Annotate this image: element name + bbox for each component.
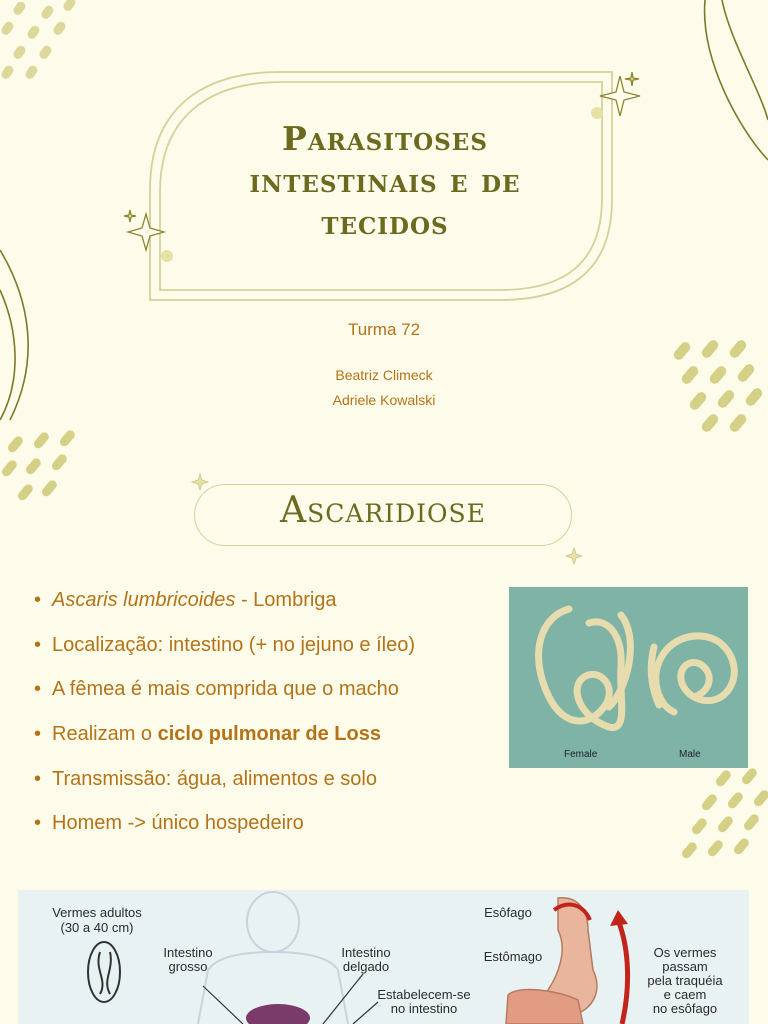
class-label: Turma 72 [347, 320, 421, 339]
label-line: Intestino [163, 945, 213, 960]
bullet-icon: • [34, 633, 42, 656]
bullet-icon: • [34, 723, 42, 746]
adult-worms-label: Vermes adultos [52, 905, 142, 920]
list-item [34, 673, 415, 718]
dots-right-lower [680, 767, 768, 861]
bullet-list [34, 584, 415, 852]
title-line: Parasitoses [282, 119, 488, 158]
bullet-icon: • [34, 678, 42, 701]
dots-left-middle [0, 429, 76, 503]
label-line: Os vermes [653, 945, 717, 960]
curves-top-right [705, 0, 768, 160]
female-label: Female [564, 749, 598, 760]
bullet-text: A fêmea é mais comprida que o macho [52, 678, 399, 701]
list-item [34, 807, 415, 852]
list-item [34, 718, 415, 763]
label-line: e caem [663, 987, 707, 1002]
bullet-icon: • [34, 812, 42, 835]
label-line: Intestino [341, 945, 391, 960]
bullet-bold-text: ciclo pulmonar de Loss [157, 723, 381, 746]
establish-label [364, 988, 484, 1016]
list-item [34, 584, 415, 629]
title-line: tecidos [321, 203, 449, 242]
bullet-text: Localização: intestino (+ no jejuno e íleo) [52, 633, 416, 656]
bullet-text: Homem -> único hospedeiro [52, 812, 304, 835]
title-line: intestinais e de [249, 161, 521, 200]
stomach-label: Estômago [483, 949, 543, 964]
label-line: no esôfago [652, 1001, 718, 1016]
label-line: delgado [342, 959, 390, 974]
male-label: Male [679, 749, 701, 760]
label-line: grosso [168, 959, 208, 974]
bullet-text: Realizam o [52, 723, 158, 746]
section-heading: Ascaridiose [280, 490, 486, 531]
worms-illustration [509, 587, 748, 768]
label-line: pela traquéia [647, 973, 723, 988]
adult-size-label: (30 a 40 cm) [60, 920, 134, 935]
large-intestine-label [148, 946, 228, 974]
dots-top-left [0, 0, 77, 81]
worms-photo [509, 587, 748, 768]
label-line: Estabelecem-se [377, 987, 471, 1002]
esophagus-label: Esôfago [484, 905, 532, 920]
species-name: Ascaris lumbricoides [52, 589, 236, 611]
author-name: Adriele Kowalski [332, 392, 436, 408]
bullet-text: - Lombriga [235, 589, 337, 611]
label-line: passam [662, 959, 708, 974]
author-name: Beatriz Climeck [335, 367, 433, 383]
bullet-text: Transmissão: água, alimentos e solo [52, 767, 377, 790]
label-line: no intestino [390, 1001, 458, 1016]
dots-right-middle [672, 338, 765, 434]
bullet-icon: • [34, 767, 42, 790]
list-item [34, 629, 415, 674]
page-title [190, 118, 580, 244]
worms-pass-label [630, 946, 740, 1016]
small-intestine-label [326, 946, 406, 974]
bullet-icon: • [34, 589, 42, 611]
list-item [34, 763, 415, 808]
life-cycle-diagram [18, 890, 749, 1024]
